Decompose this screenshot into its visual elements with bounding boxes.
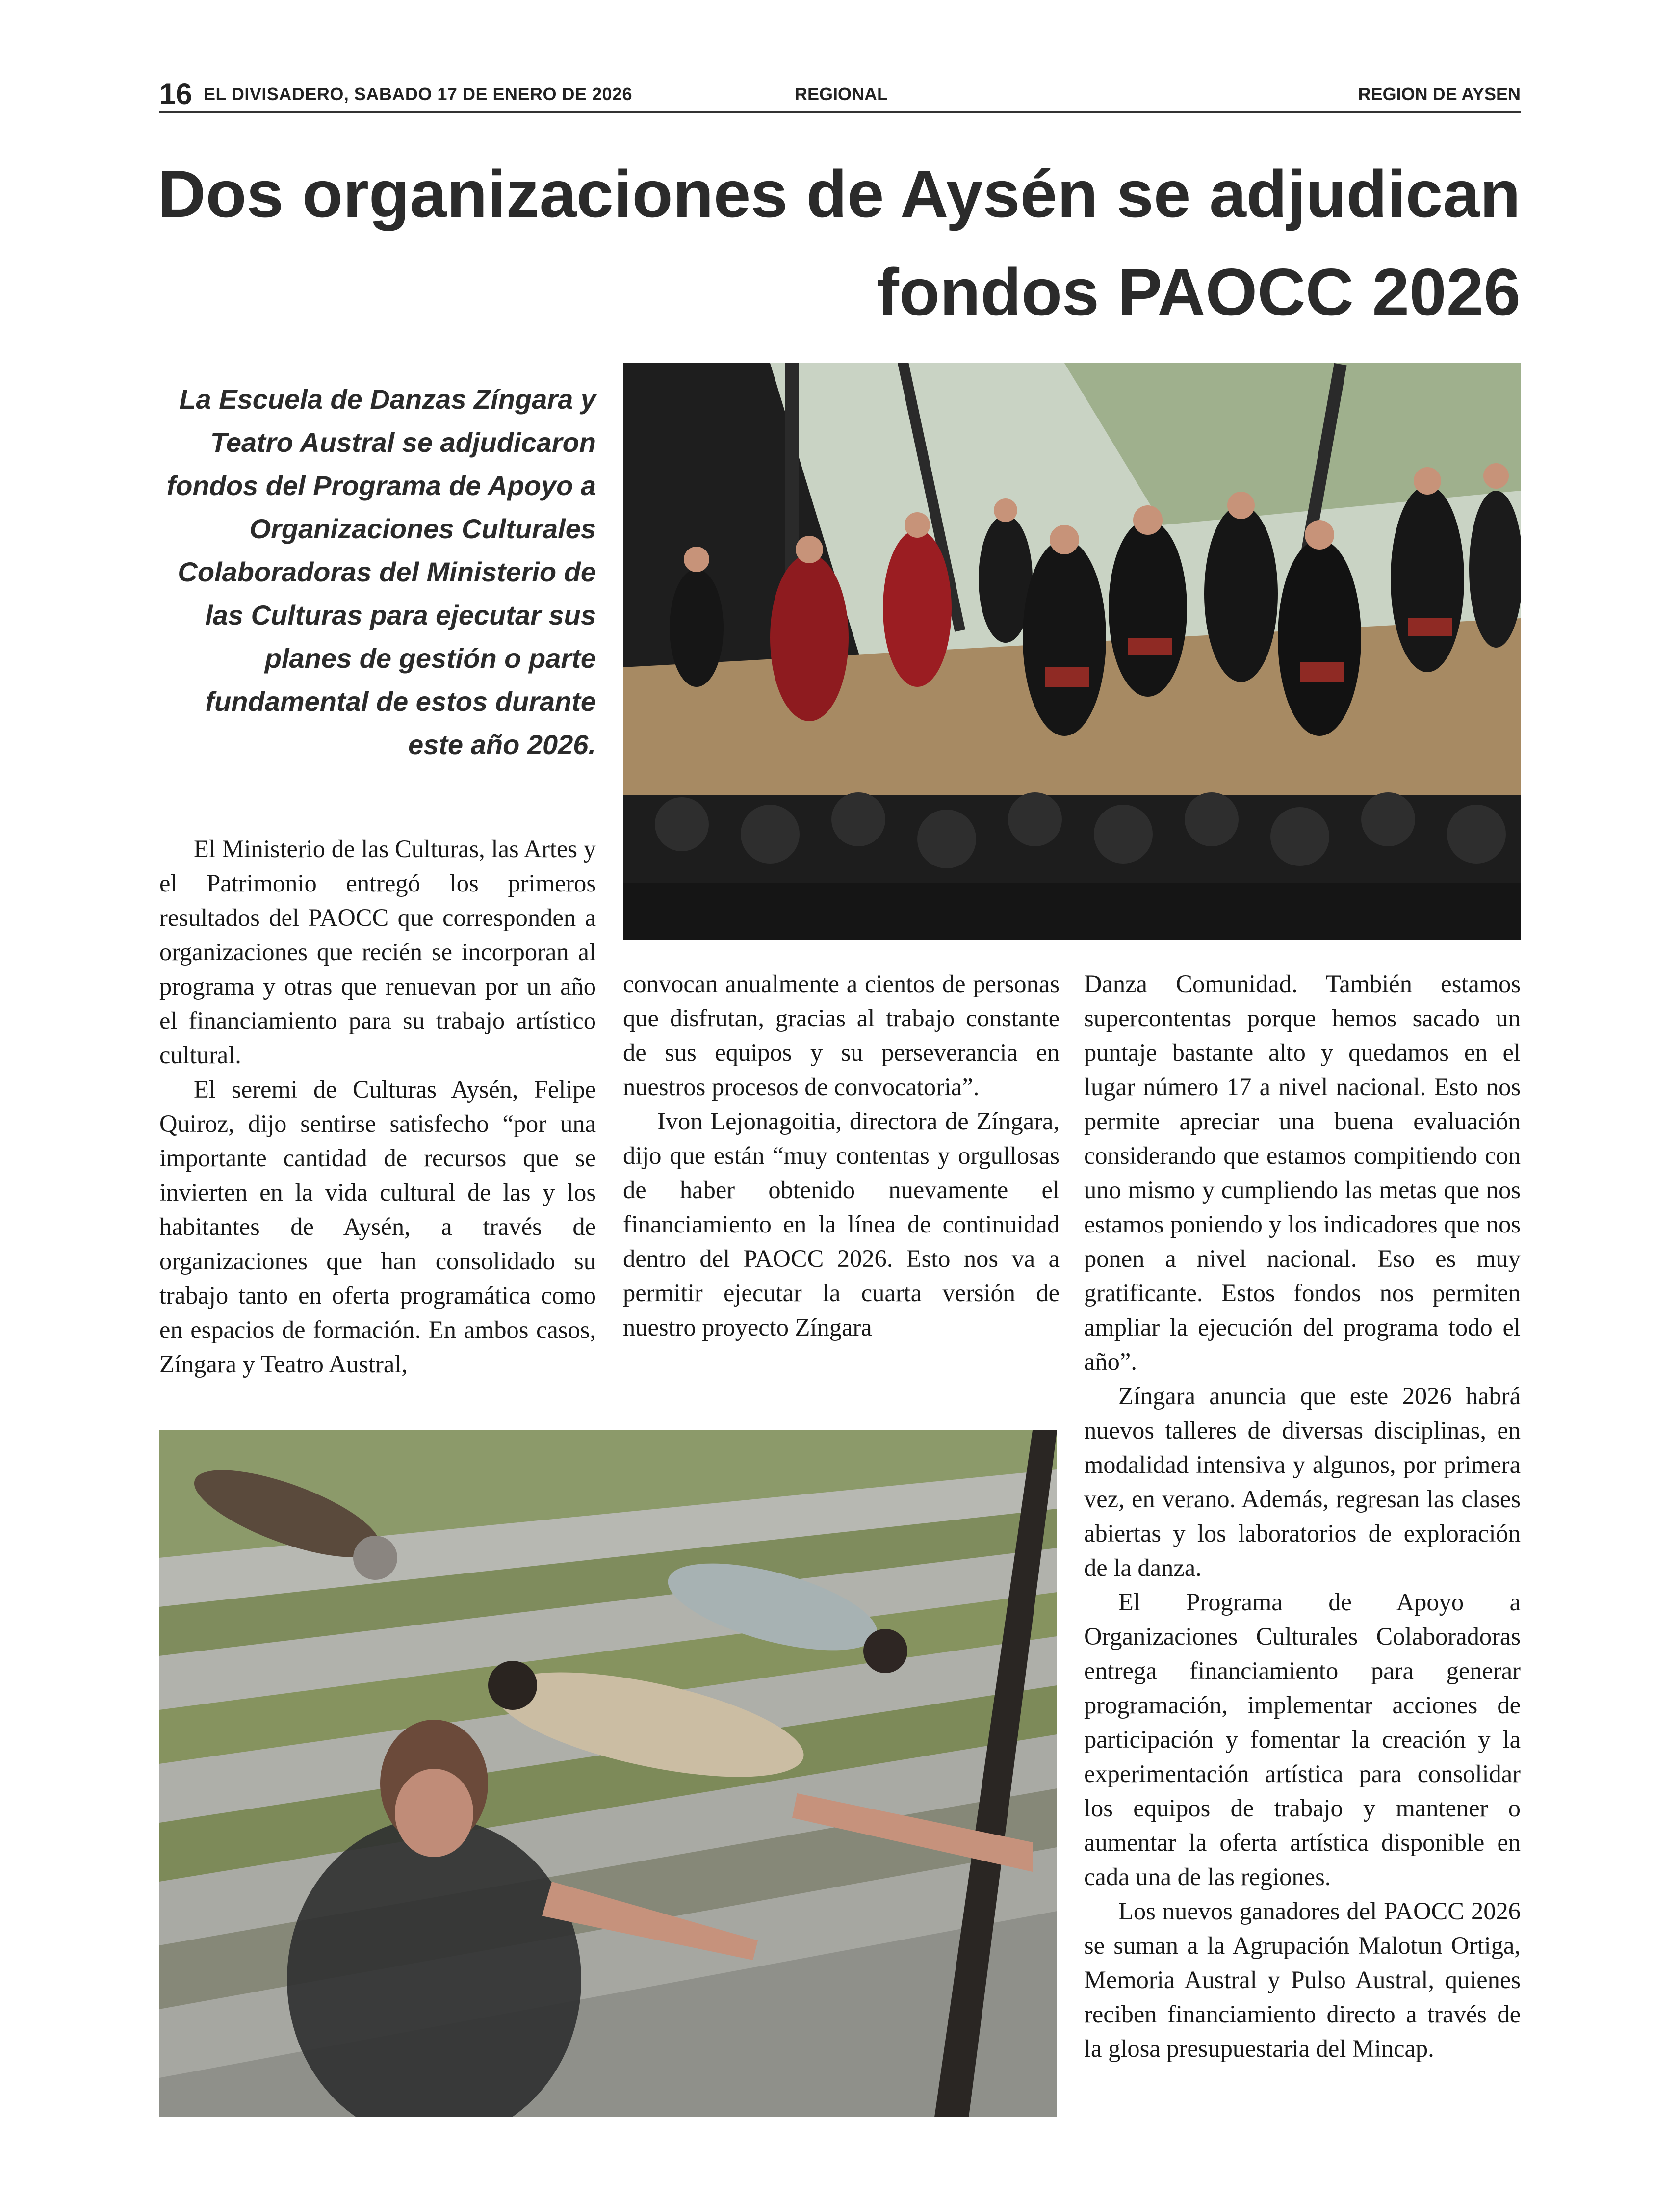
article-column-3: [1084, 967, 1521, 2066]
dancers-stage-illustration: [623, 363, 1521, 940]
page-number: 16: [159, 78, 192, 110]
article-column-2: [623, 967, 1060, 1344]
dancers-stage-photo: [623, 363, 1521, 940]
theater-steps-photo: [159, 1430, 1057, 2117]
paragraph: Danza Comunidad. También estamos supercontentas porque hemos sacado un puntaje bastante alto y quedamos en el lugar número 17 a nivel nacional. Esto nos permite apreciar una buena evaluación considerando que estamos compitiendo con uno mismo y cumpliendo las metas que nos estamos poniendo y los indicadores que nos ponen a nivel nacional. Eso es muy gratificante. Estos fondos nos permiten ampliar la ejecución del programa todo el año”.: [1084, 970, 1521, 1375]
header-rule: [159, 111, 1521, 113]
paragraph: Los nuevos ganadores del PAOCC 2026 se suman a la Agrupación Malotun Ortiga, Memoria Austral y Pulso Austral, quienes reciben financiamiento directo a través de la glosa presupuestaria del Mincap.: [1084, 1897, 1521, 2062]
paragraph: Ivon Lejonagoitia, directora de Zíngara, dijo que están “muy contentas y orgullosas de haber obtenido nuevamente el financiamiento en la línea de continuidad dentro del PAOCC 2026. Esto nos va a permitir ejecutar la cuarta versión de nuestro proyecto Zíngara: [623, 1107, 1060, 1341]
article-column-1: [159, 832, 596, 1381]
region-label: REGION DE AYSEN: [1358, 84, 1521, 104]
paragraph: Zíngara anuncia que este 2026 habrá nuevos talleres de diversas disciplinas, en modalidad intensiva y algunos, por primera vez, en verano. Además, regresan las clases abiertas y los laboratorios de exploración de la danza.: [1084, 1382, 1521, 1581]
section-label: REGIONAL: [795, 84, 888, 104]
publication-date: EL DIVISADERO, SABADO 17 DE ENERO DE 2026: [204, 84, 633, 104]
paragraph: El Ministerio de las Culturas, las Artes y el Patrimonio entregó los primeros resultados del PAOCC que corresponden a organizaciones que recién se incorporan al programa y otras que renuevan por un año el financiamiento para su trabajo artístico cultural.: [159, 835, 596, 1069]
paragraph: El Programa de Apoyo a Organizaciones Culturales Colaboradoras entrega financiamiento para generar programación, implementar acciones de participación y fomentar la creación y la experimentación artística para consolidar los equipos de trabajo y mantener o aumentar la oferta artística disponible en cada una de las regiones.: [1084, 1588, 1521, 1890]
paragraph: El seremi de Culturas Aysén, Felipe Quiroz, dijo sentirse satisfecho “por una importante cantidad de recursos que se invierten en la vida cultural de las y los habitantes de Aysén, a través de organizaciones que han consolidado su trabajo tanto en oferta programática como en espacios de formación. En ambos casos, Zíngara y Teatro Austral,: [159, 1075, 596, 1378]
article-title: Dos organizaciones de Aysén se adjudican fondos PAOCC 2026: [157, 157, 1521, 329]
theater-steps-illustration: [159, 1430, 1057, 2117]
paragraph: convocan anualmente a cientos de personas que disfrutan, gracias al trabajo constante de sus equipos y su perseverancia en nuestros procesos de convocatoria”.: [623, 970, 1060, 1101]
article-lead: La Escuela de Danzas Zíngara y Teatro Austral se adjudicaron fondos del Programa de Apoyo a Organizaciones Culturales Colaboradoras del Ministerio de las Culturas para ejecutar sus planes de gestión o parte fundamental de estos durante este año 2026.: [166, 384, 596, 760]
